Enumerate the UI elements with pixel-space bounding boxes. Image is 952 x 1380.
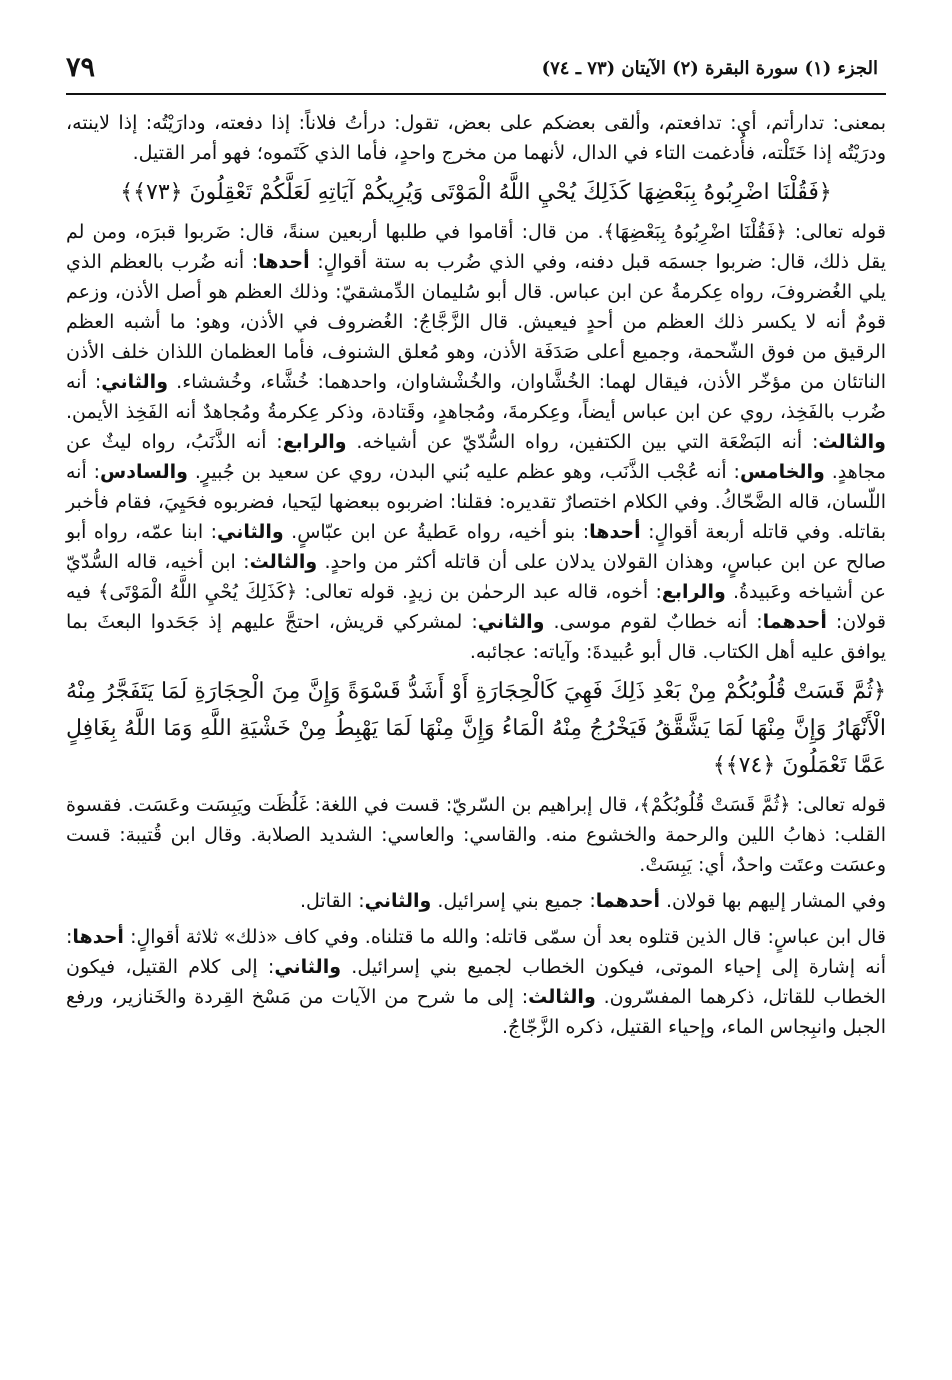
text-run: : أنه خطابٌ لقوم موسى. <box>544 611 763 633</box>
paragraph-5 <box>66 922 886 1042</box>
text-run: : أخوه، قاله عبد الرحمٰن بن زيدٍ. قوله تعالى: ﴿كَذَلِكَ يُحْيِ اللَّهُ الْمَوْتَى﴾ فيه قولان: <box>66 581 886 633</box>
running-title: الجزء (١) سورة البقرة (٢) الآيتان (٧٣ ـ ٧٤) <box>541 58 878 79</box>
text-run: : أنه ضُرب بالفَخِذ، روي عن ابن عباس أيضاً، وعِكرمةَ، ومُجاهدٍ، وقَتادة، وذكر عِكرمةُ ومُجاهدٌ أنه الفَخِذ الأيمن. <box>66 371 886 423</box>
bold-label: أحدهما <box>595 890 660 912</box>
bold-label: والثالث <box>818 431 886 453</box>
bold-label: والثالث <box>528 986 596 1008</box>
bold-label: والثاني <box>216 521 284 543</box>
text-run: : القاتل. <box>299 890 365 912</box>
bold-label: والثاني <box>101 371 169 393</box>
bold-label: والرابع <box>282 431 347 453</box>
paragraph-1: بمعنى: تدارأتم، أي: تدافعتم، وألقى بعضكم على بعض، تقول: درأتُ فلاناً: إذا دفعته، ودارَيْتُه: إذا لاينته، ودرَيْتُه إذا خَتَلْته، فأُدغمت التاء في الدال، لأنهما من مخرج واحدٍ، فأما الذي كَتَموه؛ فهو أمر القتيل. <box>66 112 886 164</box>
text-run: : ابنا عمّه، رواه أبو صالح عن ابن عباسٍ، وهذان القولان يدلان على أن قاتله أكثر من واحدٍ. <box>66 521 886 573</box>
bold-label: أحدها <box>258 251 310 273</box>
bold-label: والثاني <box>364 890 432 912</box>
bold-label: والخامس <box>739 461 825 483</box>
quran-verse-73: ﴿فَقُلْنَا اضْرِبُوهُ بِبَعْضِهَا كَذَلِكَ يُحْيِ اللَّهُ الْمَوْتَى وَيُرِيكُمْ آيَاتِهِ لَعَلَّكُمْ تَعْقِلُونَ ﴿٧٣﴾﴾ <box>120 180 832 205</box>
bold-label: والسادس <box>100 461 188 483</box>
bold-label: والثاني <box>274 956 342 978</box>
paragraph-4 <box>66 886 886 916</box>
text-run: : ابن أخيه، قاله السُّدّيّ عن أشياخه وعَبيدةُ. <box>66 551 886 603</box>
bold-label: والثاني <box>477 611 545 633</box>
page-body <box>66 108 886 1042</box>
quran-verse-74: ﴿ثُمَّ قَسَتْ قُلُوبُكُمْ مِنْ بَعْدِ ذَلِكَ فَهِيَ كَالْحِجَارَةِ أَوْ أَشَدُّ قَسْوَةً وَإِنَّ مِنَ الْحِجَارَةِ لَمَا يَتَفَجَّرُ مِنْهُ الْأَنْهَارُ وَإِنَّ مِنْهَا لَمَا يَشَّقَّقُ فَيَخْرُجُ مِنْهُ الْمَاءُ وَإِنَّ مِنْهَا لَمَا يَهْبِطُ مِنْ خَشْيَةِ اللَّهِ وَمَا اللَّهُ بِغَافِلٍ عَمَّا تَعْمَلُونَ ﴿٧٤﴾﴾ <box>66 679 886 778</box>
text-run: : إلى ما شرح من الآيات من مَسْخ القِردة والخَنازير، ورفع الجبل وانبِجاس الماء، وإحياء القتيل، ذكره الزَّجّاجُ. <box>66 986 886 1038</box>
text-run: وفي المشار إليهم بها قولان. <box>659 890 886 912</box>
text-run: قوله تعالى: ﴿فَقُلْنَا اضْرِبُوهُ بِبَعْضِهَا﴾. من قال: أقاموا في طلبها أربعين سنةً، قال: ضَربوا قبرَه، ومن لم يقل ذلك، قال: ضربوا جسمَه قبل دفنه، وفي الذي ضُرب به ستة أقوالٍ: <box>66 221 886 273</box>
paragraph-2 <box>66 217 886 667</box>
text-run: : أنه البَضْعَة التي بين الكتفين، رواه السُّدّيّ عن أشياخه. <box>346 431 819 453</box>
bold-label: أحدهما <box>762 611 827 633</box>
paragraph-3: قوله تعالى: ﴿ثُمَّ قَسَتْ قُلُوبُكُمْ﴾، قال إبراهيم بن السّريّ: قست في اللغة: غَلُظَت ويَبِسَت وعَسَت. فقسوة القلب: ذهابُ اللين والرحمة والخشوع منه. والقاسي: والعاسي: الشديد الصلابة. وقال ابن قُتيبة: قست وعسَت وعتَت واحدٌ، أي: يَبِسَتْ. <box>66 794 886 876</box>
text-run: : إلى كلام القتيل، فيكون الخطاب للقاتل، ذكرهما المفسّرون. <box>66 956 886 1008</box>
text-run: قال ابن عباسٍ: قال الذين قتلوه بعد أن سمّى قاتله: والله ما قتلناه. وفي كاف «ذلك» ثلاثة أقوالٍ: <box>123 926 886 948</box>
text-run: : أنه اللّسان، قاله الضَّحّاكُ. وفي الكلام اختصارٌ تقديره: فقلنا: اضربوه ببعضها ليَحيا، فضربوه فحَيِيَ، فقام فأخبر بقاتله. وفي قاتله أربعة أقوالٍ: <box>66 461 886 543</box>
bold-label: أحدها <box>72 926 124 948</box>
header-rule <box>66 93 886 95</box>
text-run: : أنه عُجْب الذَّنَب، وهو عظم عليه بُني البدن، روي عن سعيد بن جُبيرٍ. <box>187 461 740 483</box>
text-run: : جميع بني إسرائيل. <box>431 890 596 912</box>
text-run: : لمشركي قريش، احتجَّ عليهم إذ جَحَدوا البعثَ بما يوافق عليه أهل الكتاب. قال أبو عُبيدةَ: وآياته: عجائبه. <box>66 611 886 663</box>
text-run: : أنه إشارة إلى إحياء الموتى، فيكون الخطاب لجميع بني إسرائيل. <box>66 926 886 978</box>
bold-label: والرابع <box>661 581 726 603</box>
bold-label: أحدها <box>589 521 641 543</box>
text-run: : أنه الذَّنَبُ، رواه ليثٌ عن مجاهدٍ. <box>66 431 887 483</box>
bold-label: والثالث <box>249 551 318 573</box>
text-run: : أنه ضُرب بالعظم الذي يلي الغُضروفَ، رواه عِكرمةُ عن ابن عباس. قال أبو سُليمان الدِّمشقيّ: وذلك العظم هو أصل الأذن، وزعم قومٌ أنه لا يكسر ذلك العظم من أحدٍ فيعيش. قال الزَّجَّاجُ: الغُضروف في الأذن، وهو: ما أشبه العظم الرقيق من فوق الشّحمة، وجميع أعلى صَدَفَة الأذن، وهو مُعلق الشنوف، فأما العظمان اللذان خلف الأذن الناتئان من مؤخّر الأذن، فيقال لهما: الخُشَّاوان، والخُشْشاوان، واحدهما: خُشَّاء، وخُششاء. <box>66 251 886 393</box>
text-run: : بنو أخيه، رواه عَطيةُ عن ابن عبّاسٍ. <box>283 521 590 543</box>
page-number: ٧٩ <box>66 52 96 83</box>
